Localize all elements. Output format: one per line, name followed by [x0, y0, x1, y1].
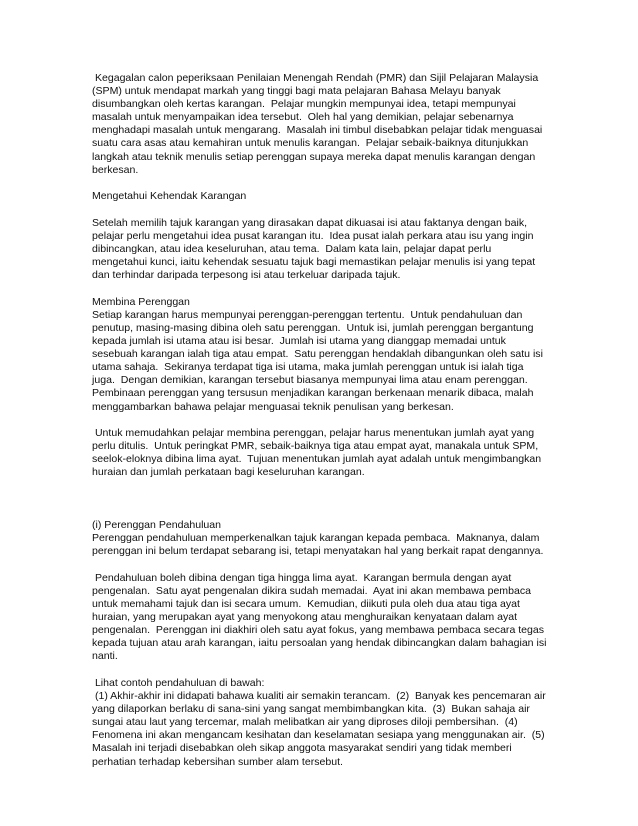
blank-space — [92, 493, 548, 519]
document-body — [92, 72, 551, 782]
contoh-pendahuluan-heading: Lihat contoh pendahuluan di bawah: — [92, 676, 265, 689]
pendahuluan-dibina-paragraph: Pendahuluan boleh dibina dengan tiga hingga lima ayat. Karangan bermula dengan ayat pengenalan. Satu ayat pengenalan dikira sudah memadai. Ayat ini akan membawa pembaca untuk memahami tajuk dan isi secara umum. Kemudian, diikuti pula oleh dua atau tiga ayat huraian, yang merupakan ayat yang menyokong atau menghuraikan kenyataan dalam ayat pengenalan. Perenggan ini diakhiri oleh satu ayat fokus, yang membawa pembaca secara tegas kepada tujuan atau arah karangan, iaitu persoalan yang hendak dibincangkan dalam bahagian isi nanti. — [92, 571, 550, 663]
membina-perenggan-paragraph: Setiap karangan harus mempunyai perenggan-perenggan tertentu. Untuk pendahuluan dan penutup, masing-masing dibina oleh satu perenggan. Untuk isi, jumlah perenggan bergantung kepada jumlah isi utama atau isi besar. Jumlah isi utama yang dianggap memadai untuk sesebuah karangan ialah tiga atau empat. Satu perenggan hendaklah dibangunkan oleh satu isi utama sahaja. Sekiranya terdapat tiga isi utama, maka jumlah perenggan untuk isi ialah tiga juga. Dengan demikian, karangan tersebut biasanya mempunyai lima atau enam perenggan. Pembinaan perenggan yang tersusun menjadikan karangan berkenaan menarik dibaca, malah menggambarkan bahawa pelajar menguasai teknik penulisan yang berkesan. — [92, 308, 546, 413]
perenggan-pendahuluan-paragraph: Perenggan pendahuluan memperkenalkan tajuk karangan kepada pembaca. Maknanya, dalam perenggan ini belum terdapat sebarang isi, tetapi menyatakan hal yang berkait rapat dengannya. — [92, 532, 544, 558]
section-heading-membina-perenggan: Membina Perenggan — [92, 295, 190, 308]
contoh-pendahuluan-paragraph: (1) Akhir-akhir ini didapati bahawa kualiti air semakin terancam. (2) Banyak kes pencemaran air yang dilaporkan berlaku di sana-sini yang sangat membimbangkan kita. (3) Bukan sahaja air sungai atau laut yang tercemar, malah melibatkan air yang diproses diloji pembersihan. (4) Fenomena ini akan mengancam kesihatan dan keselamatan sesiapa yang menggunakan air. (5) Masalah ini terjadi disebabkan oleh sikap anggota masyarakat sendiri yang tidak memberi perhatian terhadap kebersihan sumber alam tersebut. — [92, 690, 551, 768]
section-heading-perenggan-pendahuluan: (i) Perenggan Pendahuluan — [92, 519, 222, 532]
kehendak-karangan-paragraph: Setelah memilih tajuk karangan yang dirasakan dapat dikuasai isi atau faktanya dengan baik, pelajar perlu mengetahui idea pusat karangan itu. Idea pusat ialah perkara atau isu yang ingin dibincangkan, atau idea keseluruhan, atau tema. Dalam kata lain, pelajar dapat perlu mengetahui kunci, iaitu kehendak sesuatu tajuk bagi memastikan pelajar menulis isi yang tepat dan terhindar daripada terpesong isi atau terkeluar daripada tajuk. — [92, 216, 539, 282]
jumlah-ayat-paragraph: Untuk memudahkan pelajar membina perenggan, pelajar harus menentukan jumlah ayat yang perlu ditulis. Untuk peringkat PMR, sebaik-baiknya tiga atau empat ayat, manakala untuk SPM, seelok-eloknya dibina lima ayat. Tujuan menentukan jumlah ayat adalah untuk mengimbangkan huraian dan jumlah perkataan bagi keseluruhan karangan. — [92, 427, 545, 479]
intro-paragraph: Kegagalan calon peperiksaan Penilaian Menengah Rendah (PMR) dan Sijil Pelajaran Malaysia (SPM) untuk mendapat markah yang tinggi bagi mata pelajaran Bahasa Melayu banyak disumbangkan oleh kertas karangan. Pelajar mungkin mempunyai idea, tetapi mempunyai masalah untuk menyampaikan idea tersebut. Oleh hal yang demikian, pelajar sebenarnya menghadapi masalah untuk mengarang. Masalah ini timbul disebabkan pelajar tidak menguasai suatu cara asas atau kemahiran untuk menulis karangan. Pelajar sebaik-baiknya ditunjukkan langkah atau teknik menulis setiap perenggan supaya mereka dapat menulis karangan dengan berkesan. — [92, 72, 546, 176]
section-heading-kehendak-karangan: Mengetahui Kehendak Karangan — [92, 190, 247, 203]
